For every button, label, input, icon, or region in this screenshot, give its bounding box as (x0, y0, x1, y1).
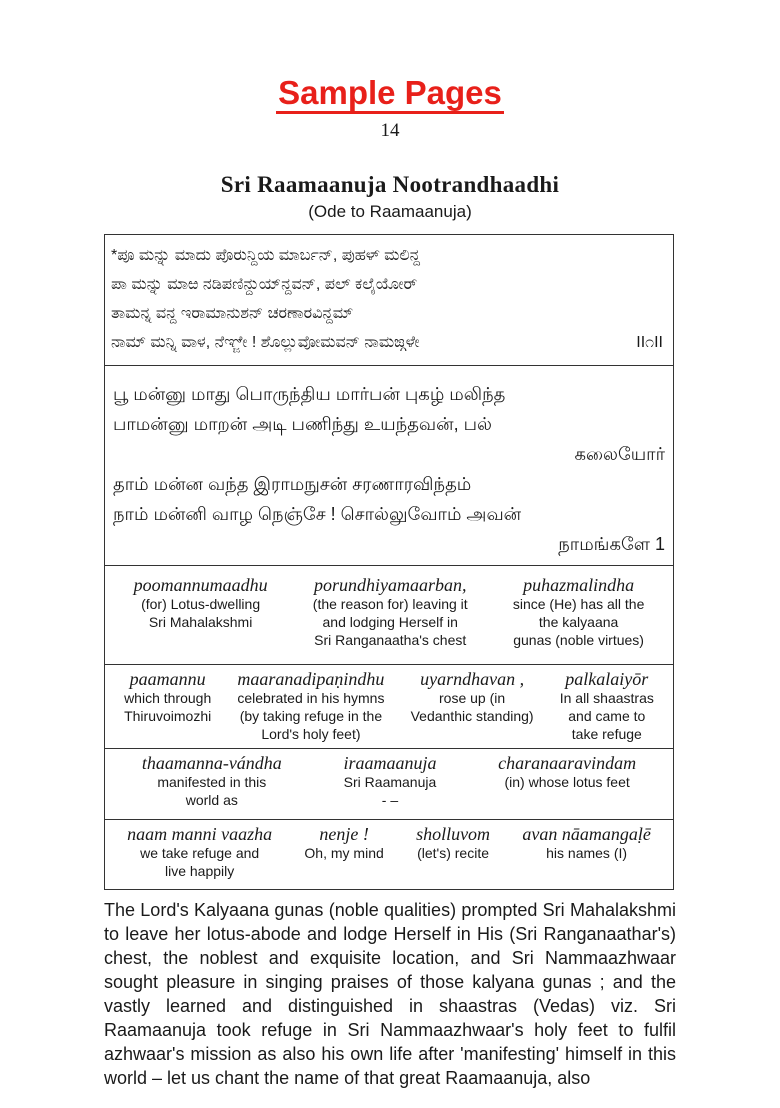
word-meaning: Sri Mahalakshmi (148, 614, 253, 630)
gloss-cell (416, 824, 490, 880)
gloss-row (111, 669, 667, 743)
divider (105, 365, 673, 366)
transliterated-word: sholluvom (416, 824, 491, 844)
word-meaning: since (He) has all the (512, 596, 645, 612)
word-meaning: (in) whose lotus feet (504, 774, 630, 790)
divider (105, 819, 673, 820)
transliterated-word: poomannumaadhu (133, 575, 268, 595)
word-meaning: we take refuge and (140, 845, 260, 861)
transliterated-word: uyarndhavan , (420, 669, 525, 689)
gloss-row (111, 824, 667, 880)
verse-line: நாம் மன்னி வாழ நெஞ்சே ! சொல்லுவோம் அவன் (113, 504, 522, 524)
transliterated-word: porundhiyamaarban, (313, 575, 467, 595)
tamil-verse (113, 379, 665, 559)
word-meaning: - – (381, 792, 399, 808)
verse-line: பூ மன்னு மாது பொருந்திய மார்பன் புகழ் மலிந்த (113, 384, 506, 404)
word-meaning: Thiruvoimozhi (124, 708, 212, 724)
transliterated-word: puhazmalindha (523, 575, 635, 595)
verse-line: தாம் மன்ன வந்த இராமநுசன் சரணாரவிந்தம் (113, 474, 472, 494)
verse-line: நாமங்களே 1 (558, 534, 665, 554)
word-meaning: gunas (noble virtues) (513, 632, 644, 648)
word-meaning: (for) Lotus-dwelling (141, 596, 261, 612)
gloss-cell (498, 753, 636, 809)
page-title: Sri Raamaanuja Nootrandhaadhi (220, 172, 560, 197)
word-meaning: which through (124, 690, 212, 706)
transliterated-word: naam manni vaazha (127, 824, 273, 844)
transliterated-word: paamannu (129, 669, 206, 689)
word-meaning: Oh, my mind (304, 845, 384, 861)
word-meaning: In all shaastras (559, 690, 654, 706)
gloss-row (111, 753, 667, 809)
page-number: 14 (380, 120, 400, 141)
gloss-cell (127, 824, 272, 880)
transliterated-word: charanaaravindam (498, 753, 637, 773)
word-meaning: the kalyaana (538, 614, 619, 630)
word-meaning: (let's) recite (417, 845, 490, 861)
word-meaning: Vedanthic standing) (410, 708, 534, 724)
verse-line: கலையோர் (574, 444, 665, 464)
verse-line: ಪಾ ಮನ್ನು ಮಾಱ ನಡಿಪಣಿನ್ದುಯ್‌ನ್ದವನ್, ಪಲ್ ಕಲೈಯೋರ್ (111, 276, 418, 293)
word-meaning: rose up (in (439, 690, 506, 706)
sample-pages-banner: Sample Pages (0, 74, 780, 112)
word-meaning: and lodging Herself in (322, 614, 458, 630)
verse-line: *ಪೂ ಮನ್ನು ಮಾದು ಪೊರುನ್ದಿಯ ಮಾರ್ಬನ್, ಪುಹಳ್ ಮಲಿನ್ದ (111, 247, 420, 264)
verse-number-mark: II೧II (636, 334, 663, 351)
gloss-cell (560, 669, 654, 743)
transliterated-word: avan nāamangaḷē (522, 824, 651, 844)
word-meaning: and came to (568, 708, 646, 724)
verse-line: ನಾಮ್ ಮನ್ನಿ ವಾಳ, ನೆಞ್ಜೇ ! ಶೊಲ್ಲುವೋಮವನ್ ನಾಮಙ್ಗಳೇ (111, 334, 420, 351)
verse-line: பாமன்னு மாறன் அடி பணிந்து உயந்தவன், பல் (113, 414, 492, 434)
gloss-cell (142, 753, 282, 809)
kannada-verse (111, 241, 663, 357)
commentary-paragraph: The Lord's Kalyaana gunas (noble qualities) prompted Sri Mahalakshmi to leave her lotus-abode and lodge Herself in His (Sri Ranganaathar's) chest, the noblest and exquisite location, and Sri Nammaazhwaar sought pleasure in singing praises of those kalyana gunas ; and the vastly learned and distinguished in shaastras (Vedas) viz. Sri Raamaanuja took refuge in Sri Nammaazhwaar's holy feet to fulfil azhwaar's mission as also his own life after 'manifesting' himself in this world – let us chant the name of that great Raamaanuja, also (104, 900, 676, 1088)
transliterated-word: nenje ! (319, 824, 369, 844)
page-subtitle: (Ode to Raamaanuja) (308, 202, 472, 221)
gloss-cell (304, 824, 383, 880)
gloss-cell (124, 669, 211, 743)
word-meaning: take refuge (571, 726, 642, 742)
gloss-cell (313, 575, 468, 649)
verse-box (104, 234, 674, 890)
word-meaning: (the reason for) leaving it (312, 596, 468, 612)
word-meaning: world as (185, 792, 238, 808)
divider (105, 748, 673, 749)
gloss-row (111, 575, 667, 649)
verse-line: ತಾಮನ್ನ ವನ್ದ ಇರಾಮಾನುಶನ್ ಚರಣಾರವಿನ್ದಮ್ (111, 305, 354, 322)
word-meaning: (by taking refuge in the (239, 708, 383, 724)
word-meaning: Sri Ranganaatha's chest (314, 632, 467, 648)
divider (105, 664, 673, 665)
gloss-cell (513, 575, 645, 649)
transliterated-word: palkalaiyōr (565, 669, 649, 689)
word-meaning: celebrated in his hymns (237, 690, 385, 706)
transliterated-word: maaranadipaṇindhu (237, 669, 385, 689)
word-meaning: his names (I) (546, 845, 628, 861)
divider (105, 565, 673, 566)
gloss-cell (134, 575, 268, 649)
gloss-cell (343, 753, 436, 809)
gloss-cell (522, 824, 650, 880)
word-meaning: live happily (165, 863, 235, 879)
word-meaning: manifested in this (157, 774, 267, 790)
gloss-cell (411, 669, 534, 743)
transliterated-word: thaamanna-vándha (141, 753, 282, 773)
word-meaning: Lord's holy feet) (261, 726, 361, 742)
word-meaning: Sri Raamanuja (343, 774, 437, 790)
transliterated-word: iraamaanuja (343, 753, 437, 773)
gloss-cell (237, 669, 384, 743)
